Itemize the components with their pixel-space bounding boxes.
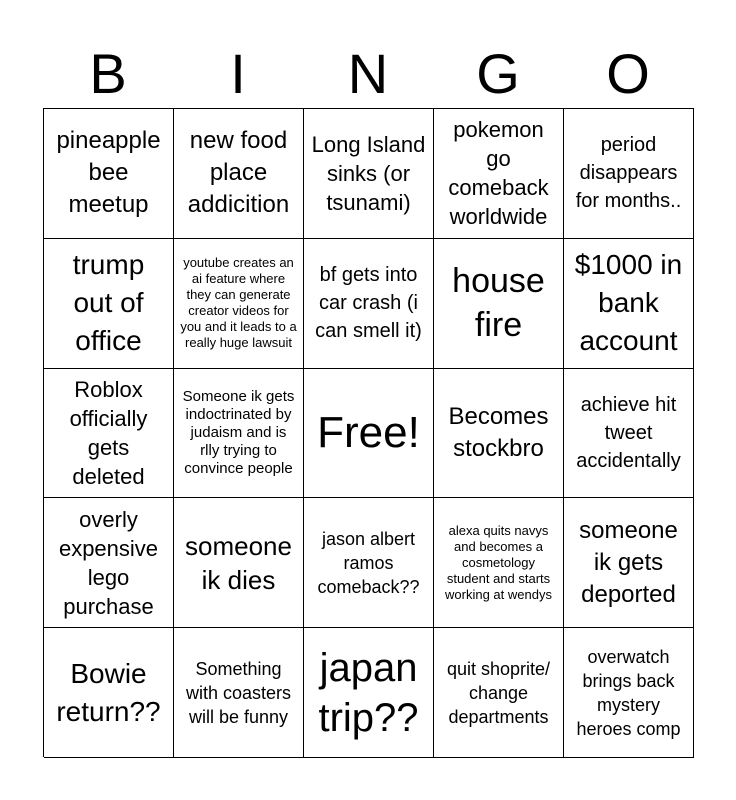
bingo-cell-r5c1[interactable] bbox=[44, 628, 174, 758]
header-letter-n: N bbox=[347, 42, 389, 105]
bingo-cell-r2c5[interactable] bbox=[564, 239, 694, 369]
cell-text: someone ik gets deported bbox=[579, 516, 678, 608]
cell-text: overwatch brings back mystery heroes comp bbox=[576, 646, 681, 739]
cell-text: someone ik dies bbox=[185, 530, 292, 595]
header-letter-b: B bbox=[89, 42, 127, 105]
cell-text: Something with coasters will be funny bbox=[185, 658, 292, 727]
cell-text: youtube creates an ai feature where they can generate creator videos for you and it leads to a really huge lawsuit bbox=[180, 255, 297, 351]
cell-text: quit shoprite/ change departments bbox=[446, 658, 551, 727]
bingo-cell-r4c3[interactable] bbox=[304, 498, 434, 628]
bingo-cell-r4c5[interactable] bbox=[564, 498, 694, 628]
bingo-cell-r3c5[interactable] bbox=[564, 369, 694, 499]
bingo-cell-r2c3[interactable] bbox=[304, 239, 434, 369]
bingo-cell-free[interactable] bbox=[304, 369, 434, 499]
cell-text: Long Island sinks (or tsunami) bbox=[311, 131, 426, 215]
cell-text: period disappears for months.. bbox=[575, 134, 682, 213]
bingo-cell-r1c3[interactable] bbox=[304, 109, 434, 239]
header-letter-i: I bbox=[230, 42, 246, 105]
bingo-cell-r2c1[interactable] bbox=[44, 239, 174, 369]
header-letter-o: O bbox=[606, 42, 650, 105]
cell-text: house fire bbox=[452, 262, 545, 345]
cell-text: jason albert ramos comeback?? bbox=[317, 528, 420, 597]
bingo-cell-r4c1[interactable] bbox=[44, 498, 174, 628]
cell-text: new food place addicition bbox=[187, 127, 290, 219]
bingo-cell-r1c1[interactable] bbox=[44, 109, 174, 239]
cell-text: $1000 in bank account bbox=[574, 249, 683, 357]
bingo-cell-r5c2[interactable] bbox=[174, 628, 304, 758]
cell-text: achieve hit tweet accidentally bbox=[576, 393, 681, 472]
bingo-cell-r2c2[interactable] bbox=[174, 239, 304, 369]
bingo-cell-r1c2[interactable] bbox=[174, 109, 304, 239]
bingo-cell-r5c4[interactable] bbox=[434, 628, 564, 758]
cell-text: Someone ik gets indoctrinated by judaism and is rlly trying to convince people bbox=[182, 387, 295, 477]
bingo-cell-r4c4[interactable] bbox=[434, 498, 564, 628]
cell-text: bf gets into car crash (i can smell it) bbox=[315, 264, 422, 343]
bingo-cell-r4c2[interactable] bbox=[174, 498, 304, 628]
bingo-cell-r1c5[interactable] bbox=[564, 109, 694, 239]
bingo-board bbox=[43, 108, 694, 757]
cell-text: overly expensive lego purchase bbox=[58, 506, 159, 619]
cell-text: pineapple bee meetup bbox=[56, 127, 161, 219]
bingo-cell-r3c1[interactable] bbox=[44, 369, 174, 499]
cell-text: trump out of office bbox=[72, 249, 145, 357]
cell-text: alexa quits navys and becomes a cosmetology student and starts working at wendys bbox=[445, 522, 552, 602]
cell-text: pokemon go comeback worldwide bbox=[448, 117, 549, 230]
bingo-cell-r5c3[interactable] bbox=[304, 628, 434, 758]
header-letter-g: G bbox=[476, 42, 520, 105]
free-space-text: Free! bbox=[317, 407, 420, 457]
cell-text: Becomes stockbro bbox=[448, 402, 549, 462]
bingo-cell-r3c4[interactable] bbox=[434, 369, 564, 499]
bingo-cell-r5c5[interactable] bbox=[564, 628, 694, 758]
bingo-cell-r1c4[interactable] bbox=[434, 109, 564, 239]
bingo-cell-r3c2[interactable] bbox=[174, 369, 304, 499]
cell-text: Bowie return?? bbox=[56, 657, 161, 727]
cell-text: japan trip?? bbox=[318, 645, 419, 740]
cell-text: Roblox officially gets deleted bbox=[69, 376, 148, 489]
bingo-cell-r2c4[interactable] bbox=[434, 239, 564, 369]
bingo-header bbox=[43, 40, 693, 108]
